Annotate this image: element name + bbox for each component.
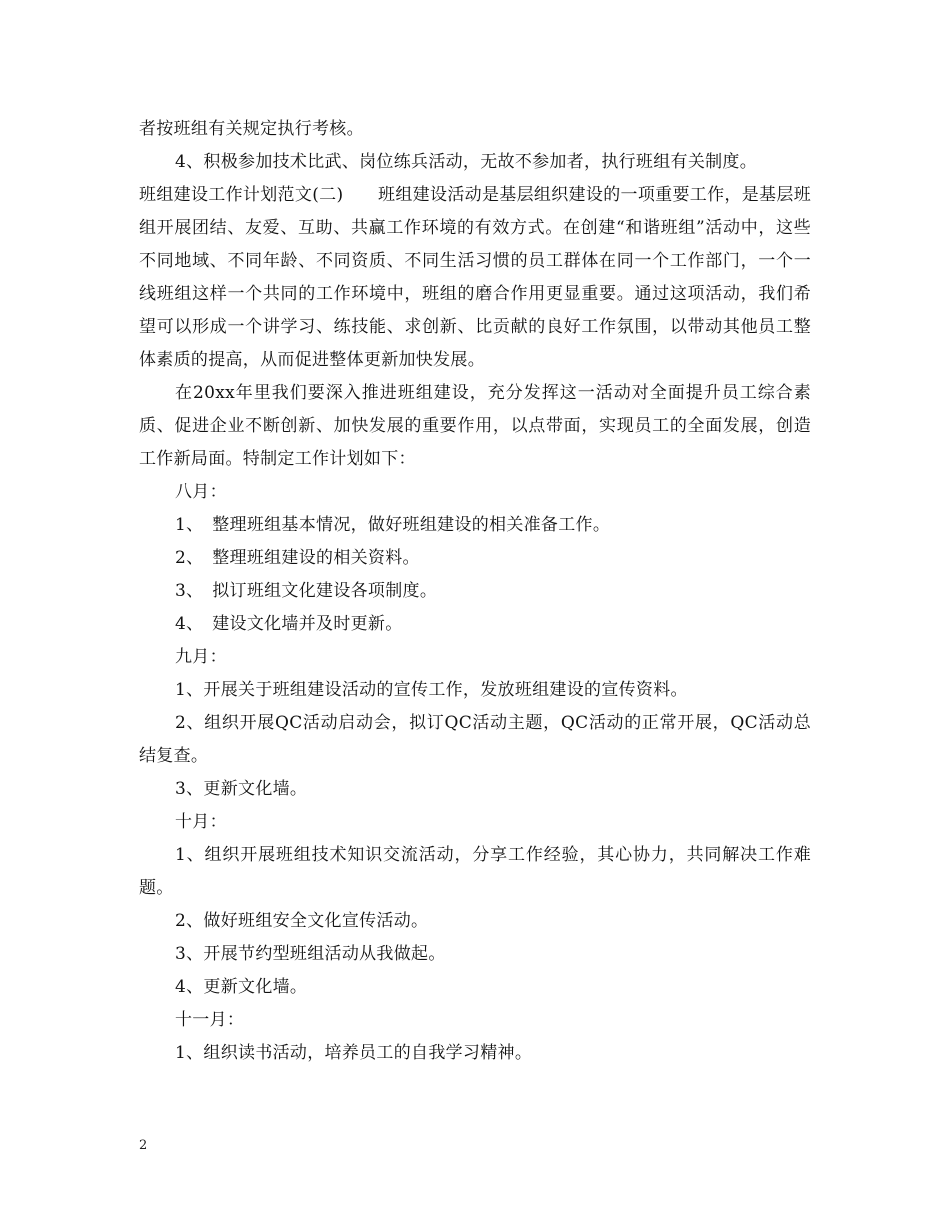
list-item: 1、组织读书活动，培养员工的自我学习精神。 — [175, 1043, 533, 1063]
list-item: 1、开展关于班组建设活动的宣传工作，发放班组建设的宣传资料。 — [175, 680, 688, 700]
list-item: 4、 建设文化墙并及时更新。 — [175, 614, 403, 634]
section-heading-october: 十月： — [175, 812, 227, 832]
paragraph: 4、积极参加技术比武、岗位练兵活动，无故不参加者，执行班组有关制度。 — [175, 152, 758, 172]
list-item: 3、开展节约型班组活动从我做起。 — [175, 944, 446, 964]
paragraph: 在20xx年里我们要深入推进班组建设，充分发挥这一活动对全面提升员工综合素质、促进企业不断创新、加快发展的重要作用，以点带面，实现员工的全面发展，创造工作新局面。特制定工作计划如下： — [139, 383, 811, 469]
page-number: 2 — [139, 1138, 148, 1153]
list-item: 2、做好班组安全文化宣传活动。 — [175, 911, 429, 931]
list-item: 3、 拟订班组文化建设各项制度。 — [175, 581, 438, 601]
list-item: 1、组织开展班组技术知识交流活动，分享工作经验，其心协力，共同解决工作难题。 — [139, 845, 811, 898]
list-item: 3、更新文化墙。 — [175, 779, 308, 799]
list-item: 1、 整理班组基本情况，做好班组建设的相关准备工作。 — [175, 515, 611, 535]
list-item: 2、 整理班组建设的相关资料。 — [175, 548, 420, 568]
paragraph: 者按班组有关规定执行考核。 — [139, 119, 364, 139]
list-item: 4、更新文化墙。 — [175, 977, 308, 997]
section-heading-november: 十一月： — [175, 1010, 245, 1030]
paragraph: 班组建设工作计划范文(二) 班组建设活动是基层组织建设的一项重要工作，是基层班组开展团结、友爱、互助、共赢工作环境的有效方式。在创建“和谐班组”活动中，这些不同地域、不同年龄、不同资质、不同生活习惯的员工群体在同一个工作部门，一个一线班组这样一个共同的工作环境中，班组的磨合作用更显重要。通过这项活动，我们希望可以形成一个讲学习、练技能、求创新、比贡献的良好工作氛围，以带动其他员工整体素质的提高，从而促进整体更新加快发展。 — [139, 185, 811, 370]
section-heading-september: 九月： — [175, 647, 227, 667]
document-body — [139, 113, 811, 1070]
section-heading-august: 八月： — [175, 482, 227, 502]
list-item: 2、组织开展QC活动启动会，拟订QC活动主题，QC活动的正常开展，QC活动总结复查。 — [139, 713, 811, 766]
